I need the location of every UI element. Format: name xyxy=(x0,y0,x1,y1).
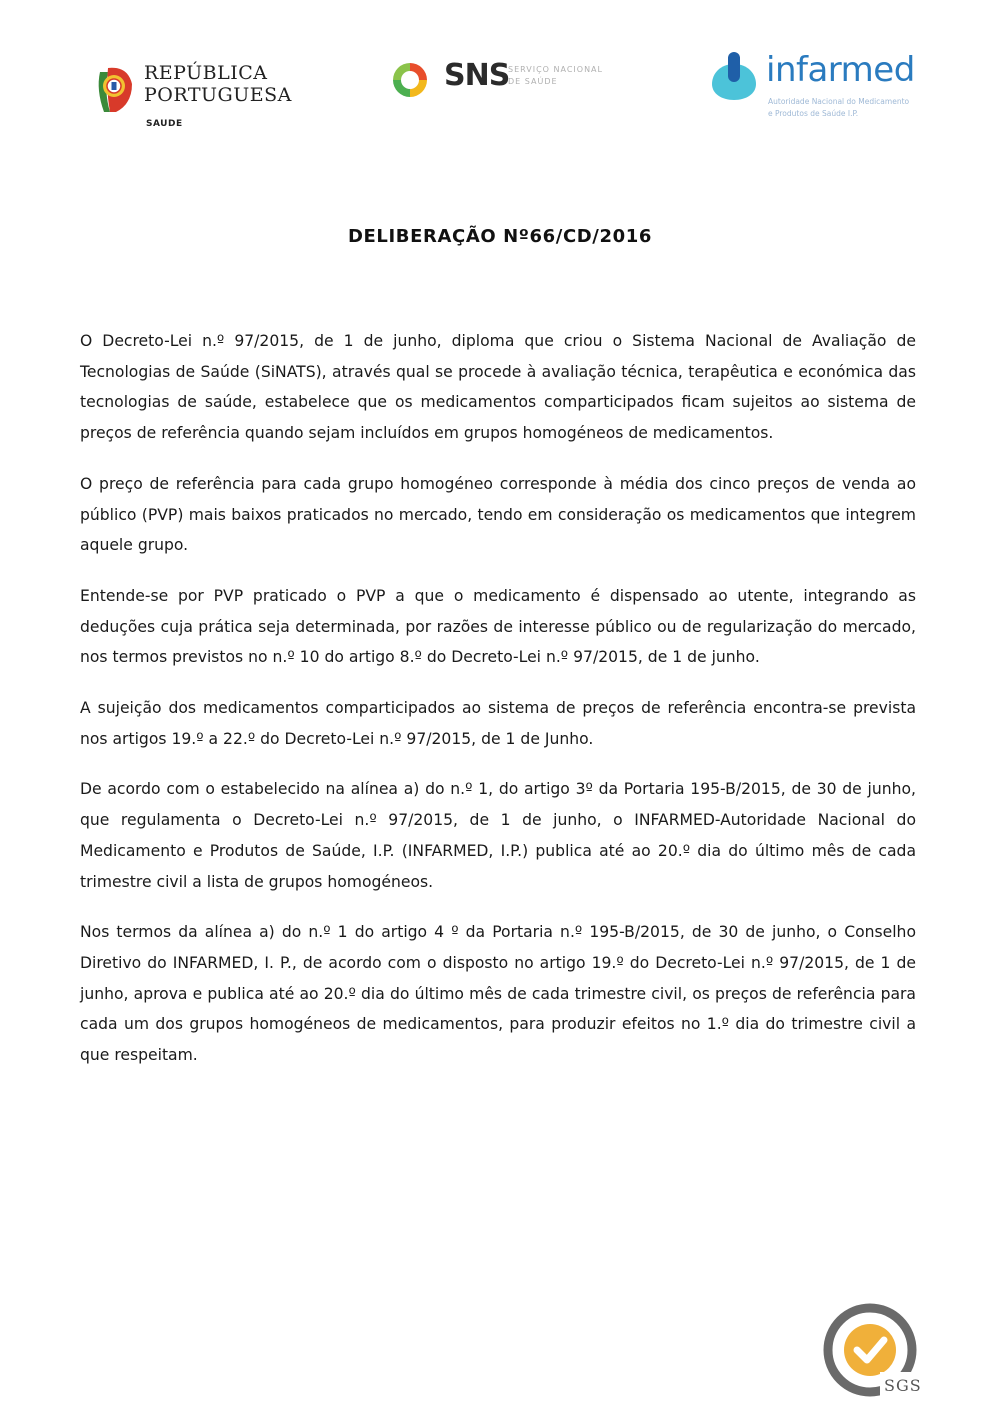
infarmed-subtitle xyxy=(768,96,909,120)
infarmed-subtitle-line2: e Produtos de Saúde I.P. xyxy=(768,109,859,118)
infarmed-drop-icon xyxy=(710,50,758,102)
infarmed-logo xyxy=(710,50,930,130)
paragraph-6: Nos termos da alínea a) do n.º 1 do artigo 4 º da Portaria n.º 195-B/2015, de 30 de junho, o Conselho Diretivo do INFARMED, I. P., de acordo com o disposto no artigo 19.º do Decreto-Lei n.º 97/2015, de 1 de junho, aprova e publica até ao 20.º dia do último mês de cada trimestre civil, os preços de referência para cada um dos grupos homogéneos de medicamentos, para produzir efeitos no 1.º dia do trimestre civil a que respeitam. xyxy=(80,923,916,1065)
republica-text: REPÚBLICA xyxy=(144,62,268,84)
sns-subtitle xyxy=(508,64,603,88)
coat-of-arms-icon xyxy=(94,60,134,118)
document-body xyxy=(80,326,916,1091)
republica-portuguesa-logo xyxy=(94,56,294,136)
paragraph-1: O Decreto-Lei n.º 97/2015, de 1 de junho, diploma que criou o Sistema Nacional de Avaliação de Tecnologias de Saúde (SiNATS), através qual se procede à avaliação técnica, terapêutica e económica das tecnologias de saúde, estabelece que os medicamentos comparticipados ficam sujeitos ao sistema de preços de referência quando sejam incluídos em grupos homogéneos de medicamentos. xyxy=(80,332,916,443)
paragraph-4: A sujeição dos medicamentos comparticipados ao sistema de preços de referência encontra-se prevista nos artigos 19.º a 22.º do Decreto-Lei n.º 97/2015, de 1 de Junho. xyxy=(80,699,916,748)
saude-text: SAUDE xyxy=(146,119,183,129)
sns-subtitle-line1: SERVIÇO NACIONAL xyxy=(508,65,603,74)
sgs-label: SGS xyxy=(884,1376,922,1395)
sns-text: SNS xyxy=(444,58,510,93)
sns-subtitle-line2: DE SAÚDE xyxy=(508,77,558,86)
sns-logo xyxy=(390,58,610,102)
paragraph-5: De acordo com o estabelecido na alínea a) do n.º 1, do artigo 3º da Portaria 195-B/2015, de 30 de junho, que regulamenta o Decreto-Lei n.º 97/2015, de 1 de junho, o INFARMED-Autoridade Nacional do Medicamento e Produtos de Saúde, I.P. (INFARMED, I.P.) publica até ao 20.º dia do último mês de cada trimestre civil a lista de grupos homogéneos. xyxy=(80,780,916,891)
sgs-certification-seal xyxy=(820,1302,926,1402)
infarmed-text: infarmed xyxy=(766,50,915,90)
paragraph-2: O preço de referência para cada grupo homogéneo corresponde à média dos cinco preços de venda ao público (PVP) mais baixos praticados no mercado, tendo em consideração os medicamentos que integrem aquele grupo. xyxy=(80,474,916,555)
portuguesa-text: PORTUGUESA xyxy=(144,84,292,106)
document-title: DELIBERAÇÃO Nº66/CD/2016 xyxy=(348,226,652,247)
sns-ring-icon xyxy=(390,60,430,100)
paragraph-3: Entende-se por PVP praticado o PVP a que o medicamento é dispensado ao utente, integrando as deduções cuja prática seja determinada, por razões de interesse público ou de regularização do mercado, nos termos previstos no n.º 10 do artigo 8.º do Decreto-Lei n.º 97/2015, de 1 de junho. xyxy=(80,586,916,667)
infarmed-subtitle-line1: Autoridade Nacional do Medicamento xyxy=(768,97,910,106)
